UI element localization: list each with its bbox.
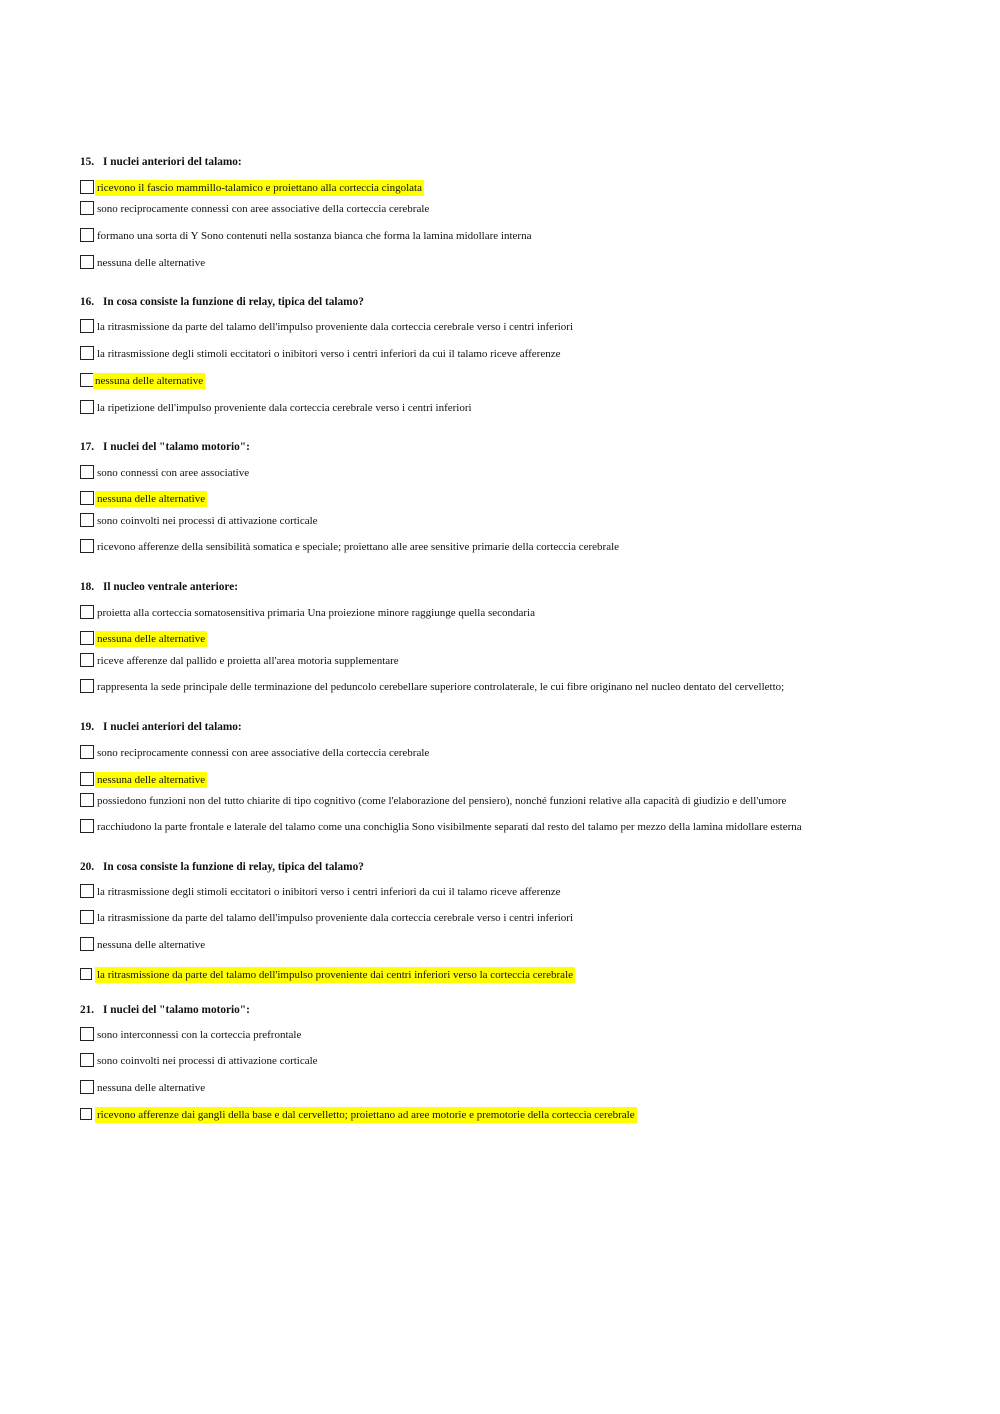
answer-text: riceve afferenze dal pallido e proietta all'area motoria supplementare bbox=[97, 655, 399, 667]
answer-checkbox[interactable] bbox=[80, 346, 94, 360]
answer-text: possiedono funzioni non del tutto chiarite di tipo cognitivo (come l'elaborazione del pensiero), nonché funzioni relative alla capacità di giudizio e dell'umore bbox=[97, 795, 787, 807]
question-text: I nuclei anteriori del talamo: bbox=[103, 721, 242, 733]
answer-checkbox[interactable] bbox=[80, 793, 94, 807]
answer-checkbox[interactable] bbox=[80, 1027, 94, 1041]
answer-checkbox[interactable] bbox=[80, 400, 94, 414]
answer-checkbox[interactable] bbox=[80, 968, 92, 980]
answer-checkbox[interactable] bbox=[80, 631, 94, 645]
answer-checkbox[interactable] bbox=[80, 465, 94, 479]
question-text: I nuclei del "talamo motorio": bbox=[103, 1004, 250, 1016]
answer-checkbox[interactable] bbox=[80, 513, 94, 527]
question-title bbox=[80, 1003, 250, 1017]
question-title bbox=[80, 440, 250, 454]
answer-checkbox[interactable] bbox=[80, 772, 94, 786]
answer-checkbox[interactable] bbox=[80, 884, 94, 898]
question-title bbox=[80, 580, 238, 594]
answer-text: nessuna delle alternative bbox=[97, 493, 206, 505]
answer-text: ricevono afferenze della sensibilità somatica e speciale; proiettano alle aree sensitive primarie della corteccia cerebrale bbox=[97, 541, 620, 553]
answer-checkbox[interactable] bbox=[80, 1053, 94, 1067]
answer-checkbox[interactable] bbox=[80, 180, 94, 194]
question-title bbox=[80, 720, 242, 734]
answer-checkbox[interactable] bbox=[80, 228, 94, 242]
answer-checkbox[interactable] bbox=[80, 1080, 94, 1094]
answer-text: la ripetizione dell'impulso proveniente dala corteccia cerebrale verso i centri inferiori bbox=[97, 402, 472, 414]
answer-checkbox[interactable] bbox=[80, 937, 94, 951]
question-text: I nuclei anteriori del talamo: bbox=[103, 156, 242, 168]
answer-checkbox[interactable] bbox=[80, 605, 94, 619]
answer-text: ricevono afferenze dai gangli della base e dal cervelletto; proiettano ad aree motorie e premotorie della corteccia cerebrale bbox=[97, 1109, 635, 1121]
answer-text: sono coinvolti nei processi di attivazione corticale bbox=[97, 1055, 318, 1067]
answer-checkbox[interactable] bbox=[80, 373, 94, 387]
answer-checkbox[interactable] bbox=[80, 819, 94, 833]
answer-checkbox[interactable] bbox=[80, 679, 94, 693]
answer-text: sono reciprocamente connessi con aree associative della corteccia cerebrale bbox=[97, 203, 430, 215]
answer-text: la ritrasmissione degli stimoli eccitatori o inibitori verso i centri inferiori da cui il talamo riceve afferenze bbox=[97, 348, 561, 360]
answer-checkbox[interactable] bbox=[80, 255, 94, 269]
answer-text: nessuna delle alternative bbox=[97, 1082, 206, 1094]
question-number: 18. bbox=[80, 581, 95, 593]
question-title bbox=[80, 295, 364, 309]
answer-text: nessuna delle alternative bbox=[95, 375, 204, 387]
question-number: 16. bbox=[80, 296, 95, 308]
question-title bbox=[80, 155, 242, 169]
question-text: Il nucleo ventrale anteriore: bbox=[103, 581, 239, 593]
answer-checkbox[interactable] bbox=[80, 539, 94, 553]
answer-text: la ritrasmissione da parte del talamo dell'impulso proveniente dala corteccia cerebrale verso i centri inferiori bbox=[97, 912, 574, 924]
answer-text: rappresenta la sede principale delle terminazione del peduncolo cerebellare superiore controlaterale, le cui fibre originano nel nucleo dentato del cervelletto; bbox=[97, 681, 785, 693]
answer-text: sono interconnessi con la corteccia prefrontale bbox=[97, 1029, 302, 1041]
answer-checkbox[interactable] bbox=[80, 491, 94, 505]
answer-checkbox[interactable] bbox=[80, 201, 94, 215]
answer-text: sono reciprocamente connessi con aree associative della corteccia cerebrale bbox=[97, 747, 430, 759]
answer-checkbox[interactable] bbox=[80, 910, 94, 924]
answer-text: nessuna delle alternative bbox=[97, 774, 206, 786]
question-number: 21. bbox=[80, 1004, 95, 1016]
answer-text: nessuna delle alternative bbox=[97, 939, 206, 951]
answer-text: la ritrasmissione degli stimoli eccitatori o inibitori verso i centri inferiori da cui il talamo riceve afferenze bbox=[97, 886, 561, 898]
answer-text: sono coinvolti nei processi di attivazione corticale bbox=[97, 515, 318, 527]
answer-checkbox[interactable] bbox=[80, 319, 94, 333]
answer-text: nessuna delle alternative bbox=[97, 633, 206, 645]
question-number: 15. bbox=[80, 156, 95, 168]
answer-text: racchiudono la parte frontale e laterale del talamo come una conchiglia Sono visibilmente separati dal resto del talamo per mezzo della lamina midollare esterna bbox=[97, 821, 802, 833]
answer-text: proietta alla corteccia somatosensitiva primaria Una proiezione minore raggiunge quella secondaria bbox=[97, 607, 535, 619]
question-number: 19. bbox=[80, 721, 95, 733]
question-number: 17. bbox=[80, 441, 95, 453]
question-text: In cosa consiste la funzione di relay, tipica del talamo? bbox=[103, 861, 364, 873]
answer-text: formano una sorta di Y Sono contenuti nella sostanza bianca che forma la lamina midollare interna bbox=[97, 230, 532, 242]
question-text: In cosa consiste la funzione di relay, tipica del talamo? bbox=[103, 296, 364, 308]
answer-checkbox[interactable] bbox=[80, 745, 94, 759]
question-number: 20. bbox=[80, 861, 95, 873]
answer-text: la ritrasmissione da parte del talamo dell'impulso proveniente dai centri inferiori verso la corteccia cerebrale bbox=[97, 969, 574, 981]
question-text: I nuclei del "talamo motorio": bbox=[103, 441, 250, 453]
answer-text: ricevono il fascio mammillo-talamico e proiettano alla corteccia cingolata bbox=[97, 182, 422, 194]
answer-checkbox[interactable] bbox=[80, 653, 94, 667]
answer-text: nessuna delle alternative bbox=[97, 257, 206, 269]
question-title bbox=[80, 860, 364, 874]
answer-text: la ritrasmissione da parte del talamo dell'impulso proveniente dala corteccia cerebrale verso i centri inferiori bbox=[97, 321, 574, 333]
answer-text: sono connessi con aree associative bbox=[97, 467, 250, 479]
answer-checkbox[interactable] bbox=[80, 1108, 92, 1120]
